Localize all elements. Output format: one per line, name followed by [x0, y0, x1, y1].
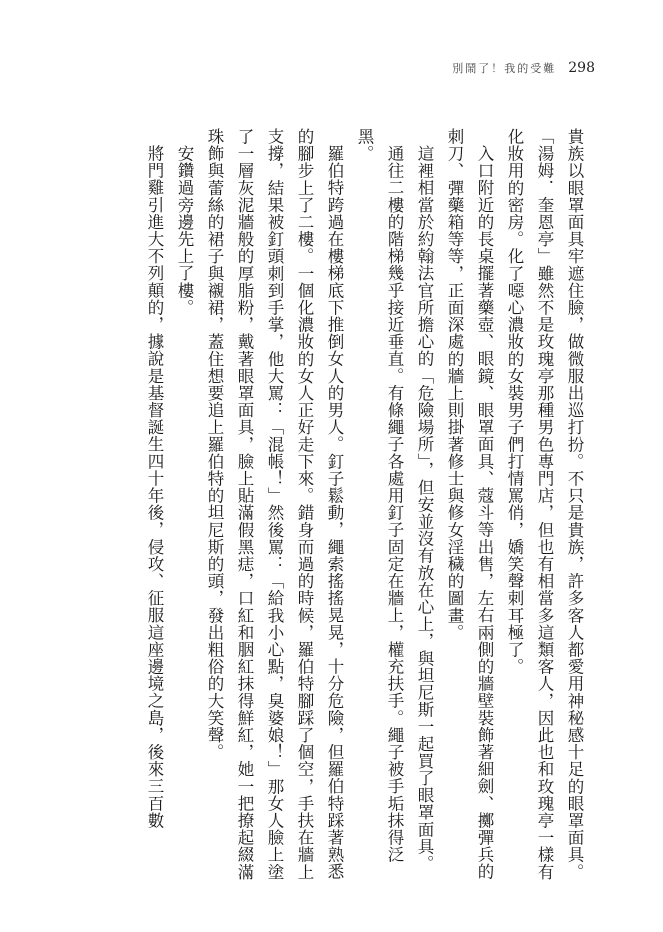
paragraph-2: 入口附近的長桌擺著藥壺、眼鏡、眼罩面具、蔻斗等出售，左右兩側的牆壁裝飾著細劍、擲彈兵的刺刀、彈藥箱等等，正面深處的牆上則掛著修士與修女淫穢的圖畫。 — [445, 128, 494, 880]
paragraph-6: 安鑽過旁邊先上了樓。 — [175, 144, 194, 316]
running-title: 別鬧了！我的受難 — [452, 62, 557, 75]
page-header — [452, 60, 595, 76]
paragraph-5: 羅伯特跨過在樓梯底下推倒女人的男人。釘子鬆動，繩索搖搖晃晃，十分危險，但羅伯特踩著熟悉的腳步上了二樓。一個化濃妝的女人正好走下來。錯身而過的時候，羅伯特腳踩了個空，手扶在牆上支撐，結果被釘頭刺到手掌，他大罵：「混帳！」然後罵：「給我小心點，臭婆娘！」那女人臉上塗了一層灰泥牆般的厚脂粉，戴著眼罩面具，臉上貼滿假黑痣，口紅和胭紅抹得鮮紅，她一把撩起綴滿珠飾與蕾絲的裙子與襯裙，蓋住想要追上羅伯特的坦尼斯的頭，發出粗俗的大笑聲。 — [205, 128, 344, 881]
body-text — [69, 128, 589, 888]
page-number: 298 — [568, 60, 595, 76]
paragraph-3: 這裡相當於約翰法官所擔心的「危險場所」，但安並沒有放在心上，與坦尼斯一起買了眼罩面具。 — [415, 144, 434, 872]
paragraph-4: 通往二樓的階梯幾乎接近垂直。有條繩子各處用釘子固定在牆上，權充扶手。繩子被手垢抹得泛黑。 — [355, 128, 404, 863]
paragraph-7: 將門雞引進大不列顛的，據說是基督誕生四十年後，侵攻、征服這座邊境之島，後來三百數 — [145, 144, 164, 829]
paragraph-1: 貴族以眼罩面具牢遮住臉，做微服出巡打扮。不只是貴族，許多客人都愛用神秘感十足的眼罩面具。「湯姆．奎恩亭」雖然不是玫瑰亭那種男色專門店，但也有相當多這類客人，因此也和玫瑰亭一樣有化妝用的密房。化了噁心濃妝的女裝男子們打情罵俏，嬌笑聲刺耳極了。 — [505, 128, 584, 881]
